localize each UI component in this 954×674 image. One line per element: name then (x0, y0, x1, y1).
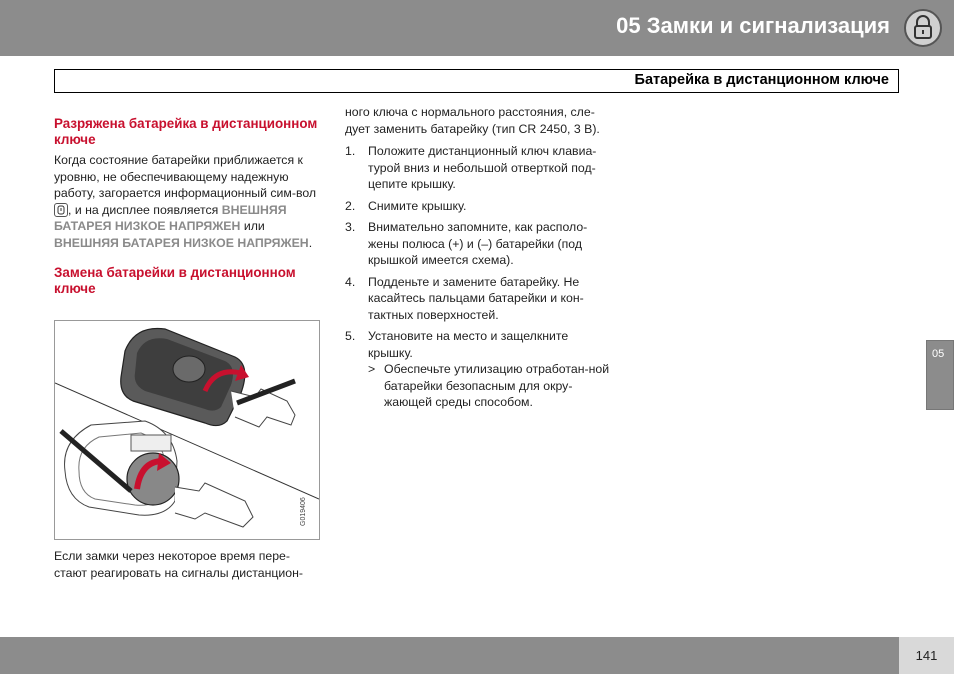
figure-code: G019406 (300, 497, 307, 526)
step-number: 4. (345, 274, 356, 289)
paragraph-end: . (308, 235, 313, 250)
step-item (345, 143, 615, 193)
key-battery-illustration (54, 320, 320, 540)
key-fob-symbol-icon (54, 203, 68, 217)
heading-battery-low: Разряжена батарейка в дистанционном ключе (54, 116, 318, 147)
step-item (345, 328, 615, 411)
section-title-box (54, 69, 899, 93)
steps-list (345, 143, 615, 411)
step-text: Подденьте и замените батарейку. Не касайтесь пальцами батарейки и кон-тактных поверхностей. (368, 274, 584, 322)
header-bar (0, 0, 954, 56)
heading-battery-replacement: Замена батарейки в дистанционном ключе (54, 265, 296, 296)
step-item (345, 198, 615, 215)
display-message-1: ВНЕШНЯЯ БАТАРЕЯ НИЗКОЕ НАПРЯЖЕН (54, 202, 287, 233)
page-number: 141 (915, 648, 938, 663)
illustration-drawing (55, 321, 319, 539)
step-text: Снимите крышку. (368, 198, 467, 213)
step-text: Положите дистанционный ключ клавиа-турой вниз и небольшой отверткой под-цепите крышку. (368, 144, 597, 191)
step-text: Установите на место и защелкните крышку. (368, 329, 569, 360)
right-column (345, 104, 615, 416)
step-number: 1. (345, 144, 356, 158)
step-item (345, 219, 615, 269)
left-column (54, 116, 320, 297)
paragraph-text-2: , и на дисплее появляется (68, 202, 219, 217)
sub-marker: > (368, 362, 376, 376)
footer-bar (0, 637, 954, 674)
right-intro: ного ключа с нормального расстояния, сле-дует заменить батарейку (тип CR 2450, 3 В). (345, 105, 600, 136)
step-item (345, 274, 615, 324)
paragraph-or: или (243, 219, 265, 233)
display-message-2: ВНЕШНЯЯ БАТАРЕЯ НИЗКОЕ НАПРЯЖЕН (54, 235, 309, 250)
key-closed-drawing (121, 328, 295, 427)
paragraph-text-1: Когда состояние батарейки приближается к уровню, не обеспечивающему надежную работу, загорается информационный сим-вол (54, 153, 317, 200)
lock-icon (903, 8, 943, 48)
disposal-note (368, 361, 615, 411)
step-number: 5. (345, 329, 356, 343)
step-text: Внимательно запомните, как располо-жены полюса (+) и (–) батарейки (под крышкой имеется схема). (368, 220, 588, 267)
side-tab-label: 05 (932, 348, 945, 360)
chapter-title: 05 Замки и сигнализация (616, 13, 890, 38)
disposal-text: Обеспечьте утилизацию отработан-ной батарейки безопасным для окру-жающей среды способом. (384, 362, 610, 409)
step-number: 3. (345, 220, 356, 234)
bottom-paragraph: Если замки через некоторое время пере-стают реагировать на сигналы дистанцион- (54, 549, 304, 580)
chapter-side-tab[interactable] (926, 340, 954, 410)
page-number-box (899, 637, 954, 674)
key-open-drawing (61, 421, 253, 527)
battery-low-paragraph (54, 152, 320, 251)
section-title: Батарейка в дистанционном ключе (634, 72, 889, 88)
step-number: 2. (345, 198, 356, 213)
